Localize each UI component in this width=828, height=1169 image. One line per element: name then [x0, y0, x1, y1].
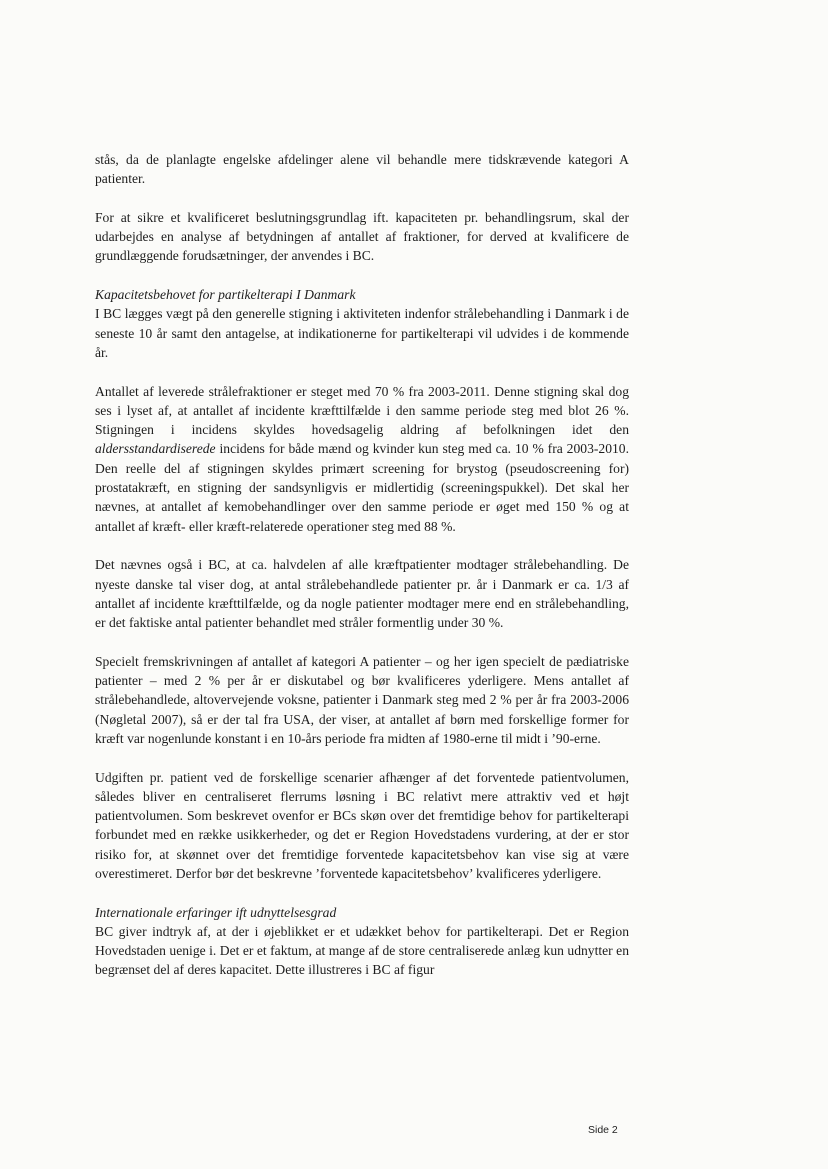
- text-run: incidens for både mænd og kvinder kun steg med ca. 10 % fra 2003-2010. Den reelle del af stigningen skyldes primært screening for brystog (pseudoscreening for) prostatakræft, en stigning der sandsynligvis er midlertidig (screeningspukkel). Det skal her nævnes, at antallet af kemobehandlinger over den samme periode er øget med 150 % og at antallet af kræft- eller kræft-relaterede operationer steg med 88 %.: [95, 441, 629, 534]
- paragraph-gap: [95, 536, 629, 555]
- paragraph-gap: [95, 883, 629, 902]
- paragraph-cost-per-patient: Udgiften pr. patient ved de forskellige scenarier afhænger af det forventede patientvolumen, således bliver en centraliseret flerrums løsning i BC relativt mere attraktiv ved et højt patientvolumen. Som beskrevet ovenfor er BCs skøn over det fremtidige behov for partikelterapi forbundet med en række usikkerheder, og det er Region Hovedstadens vurdering, at der er stor risiko for, at skønnet over det fremtidige forventede kapacitetsbehov kan vise sig at være overestimeret. Derfor bør det beskrevne ’forventede kapacitetsbehov’ kvalificeres yderligere.: [95, 769, 629, 881]
- paragraph-gap: [95, 748, 629, 767]
- italic-term: aldersstandardiserede: [95, 441, 216, 457]
- section-heading-capacity-need: Kapacitetsbehovet for partikelterapi I Danmark: [95, 287, 356, 303]
- paragraph-gap: [95, 362, 629, 381]
- paragraph-radiation-fractions: [95, 382, 629, 536]
- paragraph-capacity-intro: I BC lægges vægt på den generelle stigning i aktiviteten indenfor strålebehandling i Danmark i de seneste 10 år samt den antagelse, at indikationerne for partikelterapi vil udvides i de kommende år.: [95, 306, 629, 360]
- paragraph-gap: [95, 632, 629, 651]
- paragraph-continuation: stås, da de planlagte engelske afdelinger alene vil behandle mere tidskrævende kategori A patienter.: [95, 152, 629, 187]
- paragraph-patient-share: Det nævnes også i BC, at ca. halvdelen af alle kræftpatienter modtager strålebehandling. De nyeste danske tal viser dog, at antal strålebehandlede patienter pr. år i Danmark er ca. 1/3 af antallet af incidente kræfttilfælde, og da nogle patienter modtager mere end en strålebehandling, er det faktiske antal patienter behandlet med stråler formentlig under 30 %.: [95, 557, 629, 631]
- paragraph-gap: [95, 189, 629, 208]
- paragraph-category-a-projection: Specielt fremskrivningen af antallet af kategori A patienter – og her igen specielt de pædiatriske patienter – med 2 % per år er diskutabel og bør kvalificeres yderligere. Mens antallet af strålebehandlede, altovervejende voksne, patienter i Danmark steg med 2 % per år fra 2003-2006 (Nøgletal 2007), så er der tal fra USA, der viser, at antallet af børn med forskellige former for kræft var nogenlunde konstant i en 10-års periode fra midten af 1980-erne til midt i ’90-erne.: [95, 653, 629, 746]
- document-body: [95, 150, 629, 980]
- section-heading-international-experience: Internationale erfaringer ift udnyttelsesgrad: [95, 904, 337, 920]
- paragraph-utilization: BC giver indtryk af, at der i øjeblikket er et udækket behov for partikelterapi. Det er Region Hovedstaden uenige i. Det er et faktum, at mange af de store centraliserede anlæg kun udnytter en begrænset del af deres kapacitet. Dette illustreres i BC af figur: [95, 923, 629, 978]
- paragraph-gap: [95, 266, 629, 285]
- paragraph-capacity-analysis: For at sikre et kvalificeret beslutningsgrundlag ift. kapaciteten pr. behandlingsrum, skal der udarbejdes en analyse af betydningen af antallet af fraktioner, for derved at kvalificere de grundlæggende forudsætninger, der anvendes i BC.: [95, 209, 629, 264]
- page-number: Side 2: [588, 1124, 618, 1136]
- text-run: Antallet af leverede strålefraktioner er steget med 70 % fra 2003-2011. Denne stigning skal dog ses i lyset af, at antallet af incidente kræfttilfælde i den samme periode steg med blot 26 %. Stigningen i incidens skyldes hovedsagelig aldring af befolkningen idet den: [95, 383, 629, 438]
